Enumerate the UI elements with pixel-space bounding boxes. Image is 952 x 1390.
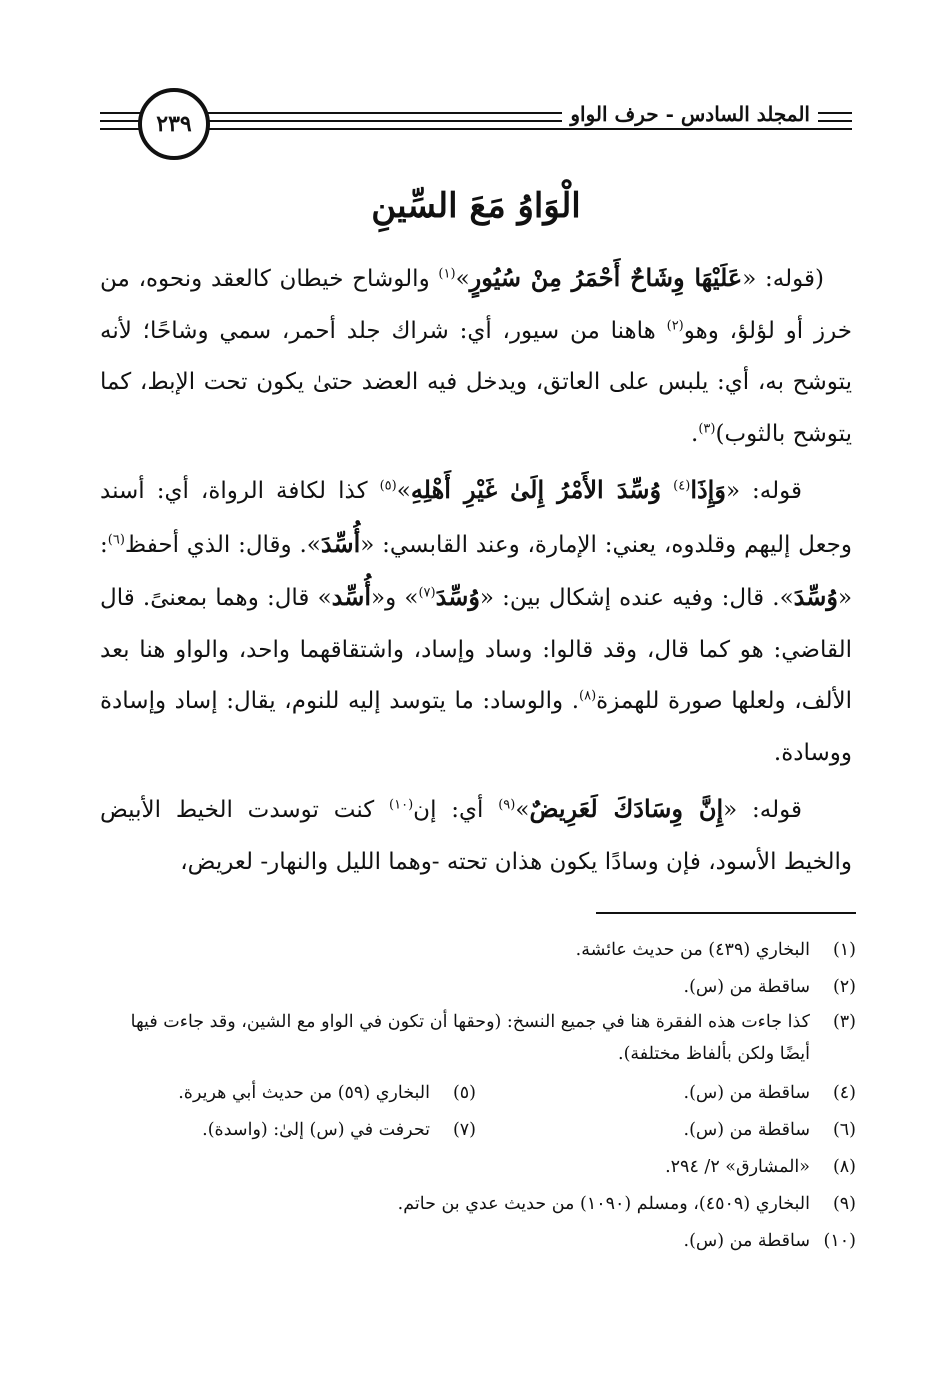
body-text xyxy=(100,252,852,892)
text-run: » قال: وهما بمعنىً. قال القاضي: هو كما قال، وقد قالوا: وساد وإساد، واشتقاقهما واحد، والواو هنا بعد الألف، ولعلها صورة للهمزة xyxy=(100,585,852,714)
footnote-text: ساقطة من (س). xyxy=(683,1231,810,1251)
footnote-number: (٩) xyxy=(832,1194,856,1214)
footnote-text: ساقطة من (س). xyxy=(683,977,810,997)
footnote-text: «المشارق» ٢/ ٢٩٤. xyxy=(665,1157,810,1177)
hadith-quote: إِنَّ وِسَادَكَ لَعَرِيضٌ xyxy=(529,794,724,823)
footnote-text: ساقطة من (س). xyxy=(683,1120,810,1140)
text-run: أي: إن xyxy=(413,797,499,823)
footnote-number: (١) xyxy=(832,940,856,960)
footnote-ref: (٦) xyxy=(107,531,125,547)
footnote-9 xyxy=(96,1186,856,1223)
text-run: . والوساد: ما يتوسد إليه للنوم، يقال: إساد وإسادة ووسادة. xyxy=(100,688,852,766)
text-run: كنت توسدت الخيط الأبيض والخيط الأسود، فإن وسادًا يكون هذان تحته -وهما الليل والنهار- لعريض، xyxy=(100,797,852,875)
header-rule-bottom xyxy=(100,128,852,130)
footnote-ref: (٨) xyxy=(579,688,597,704)
footnote-number: (٨) xyxy=(832,1157,856,1177)
footnote-text: البخاري (٤٥٠٩)، ومسلم (١٠٩٠) من حديث عدي بن حاتم. xyxy=(397,1194,810,1214)
text-run: : « xyxy=(100,531,853,611)
page-number-text: ٢٣٩ xyxy=(156,111,192,137)
hadith-quote: وَإِذَا xyxy=(690,475,726,504)
text-run: » xyxy=(455,266,470,292)
footnote-4 xyxy=(476,1075,856,1112)
footnote-number: (٥) xyxy=(452,1083,476,1103)
footnote-ref: (٤) xyxy=(673,478,691,494)
hadith-quote: أُسِّد xyxy=(331,582,372,611)
footnote-1 xyxy=(96,932,856,969)
footnotes xyxy=(96,932,856,1260)
footnote-text: البخاري (٥٩) من حديث أبي هريرة. xyxy=(178,1083,430,1103)
text-run: . xyxy=(691,420,699,447)
text-run: والوشاح خيطان كالعقد ونحوه، من خرز أو لؤلؤ، وهو xyxy=(100,266,852,344)
footnote-number: (٧) xyxy=(452,1120,476,1140)
hadith-quote: أُسِّدَ xyxy=(320,528,361,558)
footnote-ref: (٧) xyxy=(418,585,436,601)
text-run: » xyxy=(396,478,411,504)
footnote-text: كذا جاءت هذه الفقرة هنا في جميع النسخ: (وحقها أن تكون في الواو مع الشين، وقد جاءت فيها أيضًا ولكن بألفاظ مختلفة). xyxy=(130,1012,810,1064)
footnote-number: (٢) xyxy=(832,977,856,997)
footnote-ref: (٢) xyxy=(666,317,684,333)
footnote-text: تحرفت في (س) إلىٰ: (واسدة). xyxy=(202,1120,430,1140)
hadith-quote: وُسِّدَ الأَمْرُ إِلَىٰ غَيْرِ أَهْلِهِ xyxy=(410,475,662,504)
hadith-quote: وُسِّدَ xyxy=(793,582,838,611)
page-header xyxy=(100,88,852,158)
footnote-3 xyxy=(96,1006,856,1070)
text-run: ». وقال: الذي أحفظ xyxy=(124,531,321,558)
paragraph-1 xyxy=(100,252,852,460)
text-run: هاهنا من سيور، أي: شراك جلد أحمر، سمي وشاحًا؛ لأنه يتوشح به، أي: يلبس على العاتق، ويدخل فيه العضد حتىٰ يكون تحت الإبط، كما يتوشح بالثوب) xyxy=(100,317,852,447)
section-heading: الْوَاوُ مَعَ السِّينِ xyxy=(371,186,581,226)
footnote-ref: (٥) xyxy=(379,478,397,494)
footnote-ref: (١) xyxy=(438,266,456,282)
footnote-8 xyxy=(96,1149,856,1186)
footnote-10 xyxy=(96,1223,856,1260)
footnote-number: (١٠) xyxy=(823,1231,856,1251)
footnote-number: (٣) xyxy=(832,1012,856,1032)
text-run: قوله: « xyxy=(723,797,802,823)
text-run: كذا لكافة الرواة، أي: أسند وجعل إليهم وقلدوه، يعني: الإمارة، وعند القابسي: « xyxy=(100,478,852,558)
hadith-quote: وُسِّدَ xyxy=(435,582,480,611)
text-run: ». قال: وفيه عنده إشكال بين: « xyxy=(479,585,794,611)
footnote-6 xyxy=(476,1112,856,1149)
text-run: » xyxy=(515,797,530,823)
footnote-ref: (١٠) xyxy=(389,797,414,813)
running-title: المجلد السادس - حرف الواو xyxy=(562,102,818,126)
footnote-row-4-5 xyxy=(96,1075,856,1112)
footnote-2 xyxy=(96,969,856,1006)
text-run: (قوله: « xyxy=(742,266,824,292)
footnote-ref: (٩) xyxy=(498,797,516,813)
page-number xyxy=(138,88,210,160)
paragraph-2 xyxy=(100,464,852,779)
text-run xyxy=(661,478,673,504)
footnote-text: ساقطة من (س). xyxy=(683,1083,810,1103)
footnote-separator xyxy=(596,912,856,914)
footnote-row-6-7 xyxy=(96,1112,856,1149)
hadith-quote: عَلَيْهَا وِشَاحٌ أَحْمَرُ مِنْ سُيُورٍ xyxy=(469,263,743,292)
footnote-5 xyxy=(96,1075,476,1112)
paragraph-3 xyxy=(100,783,852,888)
footnote-7 xyxy=(96,1112,476,1149)
footnote-ref: (٣) xyxy=(698,420,716,436)
text-run: قوله: « xyxy=(725,478,803,504)
footnote-text: البخاري (٤٣٩) من حديث عائشة. xyxy=(575,940,810,960)
text-run: » و« xyxy=(371,585,419,611)
footnote-number: (٦) xyxy=(832,1120,856,1140)
footnote-number: (٤) xyxy=(832,1083,856,1103)
